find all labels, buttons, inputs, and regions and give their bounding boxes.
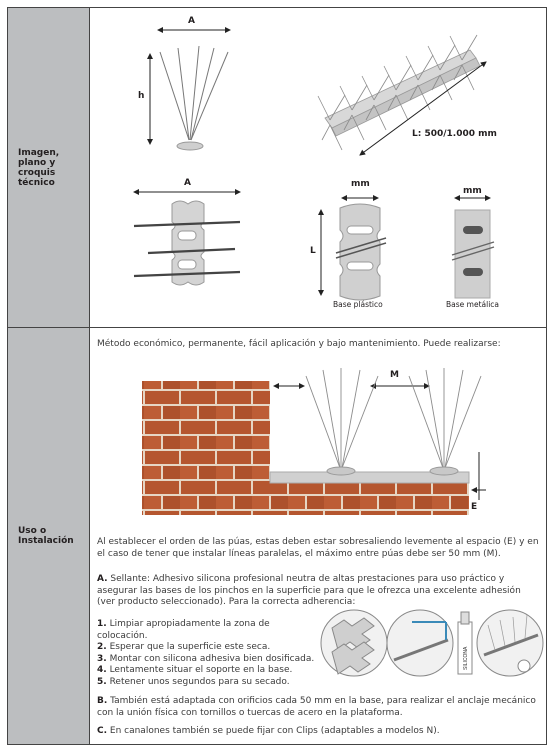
caption-base-plastic: Base plástico: [333, 300, 383, 309]
usage-paragraph-b: [97, 696, 539, 719]
spike-front-view: [160, 46, 228, 140]
dimension-h: h: [138, 91, 145, 101]
step-item: 5. Retener unos segundos para su secado.: [97, 676, 290, 687]
paragraph-c-text: En canalones también se puede fijar con Clips (adaptables a modelos N).: [107, 726, 440, 736]
spike-top-view: [134, 201, 240, 285]
paragraph-c-marker: C.: [97, 726, 108, 736]
dimension-length: L: 500/1.000 mm: [412, 129, 497, 139]
step-item: 1. Limpiar apropiadamente la zona de colocación.: [97, 619, 270, 641]
spikes-on-wall: [306, 368, 481, 468]
usage-paragraph-c: [97, 726, 539, 738]
spike-base: [177, 142, 203, 150]
label-usage: Uso o Instalación: [18, 526, 74, 546]
dimension-e: E: [471, 502, 478, 512]
label-image: Imagen, plano y croquis técnico: [18, 148, 60, 188]
step-illustrations: [321, 610, 543, 676]
step-item: 2. Esperar que la superficie este seca.: [97, 642, 271, 652]
cartridge-label: SILICONA: [463, 646, 469, 670]
dimension-a-bottom: A: [184, 178, 191, 188]
step-item: 3. Montar con silicona adhesiva bien dosificada.: [97, 653, 315, 664]
dimension-mm-metal: mm: [463, 186, 482, 196]
plastic-base-drawing: [336, 204, 386, 300]
usage-steps-list: [97, 619, 322, 688]
paragraph-a-marker: A.: [97, 574, 108, 584]
usage-spacing-text: Al establecer el orden de las púas, estas deben estar sobresaliendo levemente al espacio (E) y en el caso de tener que instalar líneas paralelas, el máximo entre púas debe ser 50 mm (M).: [97, 537, 539, 559]
step-item: 4. Lentamente situar el soporte en la base.: [97, 665, 293, 675]
dimension-a-top: A: [188, 16, 195, 26]
brick-wall-illustration: [142, 381, 469, 515]
dimension-m: M: [390, 370, 399, 380]
paragraph-a-text: Sellante: Adhesivo silicona profesional neutra de altas prestaciones para uso práctico y asegurar las bases de los pinchos en la superficie para que le ofrezca una excelente adhesión (ver producto seleccionado). Para la correcta adherencia:: [97, 574, 521, 607]
dimension-l-plastic: L: [310, 246, 316, 256]
metal-base-drawing: [452, 210, 494, 298]
usage-intro: Método económico, permanente, fácil aplicación y bajo mantenimiento. Puede realizarse:: [97, 339, 501, 349]
paragraph-b-text: También está adaptada con orificios cada 50 mm en la base, para realizar el anclaje mecánico con la unión física con tornillos o tuercas de acero en la plataforma.: [97, 696, 536, 718]
usage-paragraph-a: [97, 574, 539, 609]
paragraph-b-marker: B.: [97, 696, 108, 706]
dimension-mm-plastic: mm: [351, 179, 370, 189]
caption-base-metal: Base metálica: [446, 300, 499, 309]
